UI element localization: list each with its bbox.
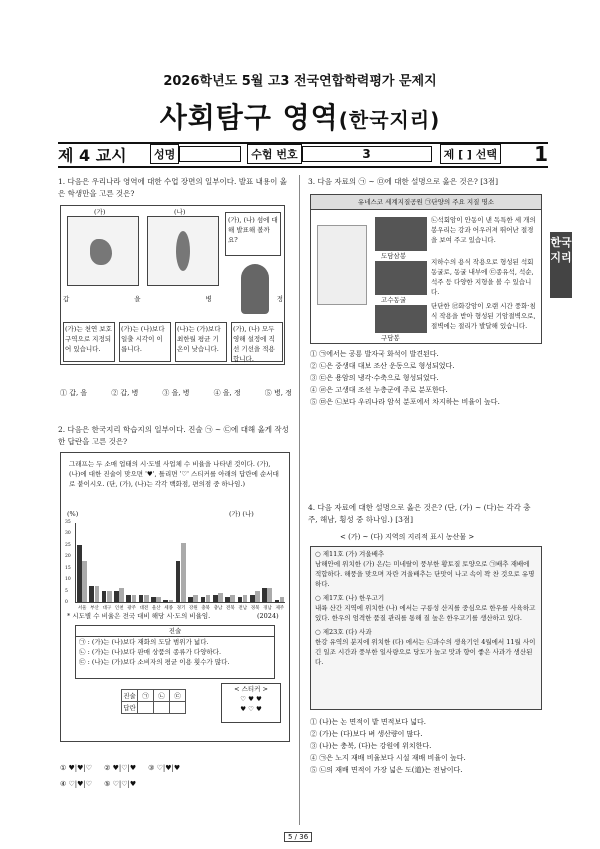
x-tick-label: 경북 (250, 606, 260, 611)
q3-choice-3[interactable]: ③ ㉢은 용암의 냉각·수축으로 형성되었다. (310, 374, 439, 382)
site-photo-2 (375, 261, 427, 295)
q4-choice-1[interactable]: ① (나)는 논 면적이 밭 면적보다 넓다. (310, 718, 426, 726)
x-tick-label: 전북 (226, 606, 235, 611)
q3-choice-5[interactable]: ⑤ ㉤은 ㉡보다 우리나라 암석 분포에서 차지하는 비율이 높다. (310, 398, 500, 406)
exam-num-digit: 3 (362, 147, 371, 161)
statement-2: ㉡ : (가)는 (나)보다 판매 상품의 종류가 다양하다. (79, 648, 222, 656)
answer-label: 진술 (122, 690, 138, 702)
bar-b-8 (181, 543, 186, 602)
student-gap: 갑 (63, 295, 70, 303)
q4-item-3-head: ○ 제23호 (다) 사과 (315, 628, 372, 636)
statements-box (75, 625, 275, 679)
map-b (147, 208, 219, 286)
q1-choice-1[interactable]: ① 갑, 을 (60, 389, 88, 397)
y-tick-label: 25 (65, 542, 71, 548)
q2-choice-4[interactable]: ④ ♡|♥|♡ (60, 780, 93, 788)
answer-table: 진술 ㉠ ㉡ ㉢ 답란 (121, 689, 186, 714)
student-jeong: 정 (276, 295, 283, 303)
q1-choice-2[interactable]: ② 갑, 병 (111, 389, 139, 397)
subject-title: 사회탐구 영역(한국지리) (159, 101, 441, 134)
bar-b-10 (206, 595, 211, 602)
x-tick-label: 서울 (77, 606, 87, 611)
q2-instruction: 그래프는 두 소매 업태의 시·도별 사업체 수 비율을 나타낸 것이다. (가), (나)에 대한 진술이 맞으면 '♥', 틀리면 '♡' 스티커를 아래의 답란에 순서대로 붙이시오. (단, (가), (나)는 각각 백화점, 편의점 중 하나임.) (69, 460, 279, 488)
q1-student-names (63, 294, 283, 304)
bar-b-15 (267, 588, 272, 602)
page-footer: 5 / 36 (284, 832, 312, 842)
site-desc-3: 단단한 ㉣화강암이 오랜 시간 풍화·침식 작용을 받아 형성된 기암절벽으로, 절벽에는 절리가 발달해 있습니다. (431, 302, 536, 330)
q4-choice-4[interactable]: ④ ㉠은 노지 재배 비율보다 시설 재배 비율이 높다. (310, 754, 466, 762)
y-tick-label: 20 (65, 554, 71, 560)
x-tick-label: 경기 (176, 606, 186, 611)
q4-item-2-head: ○ 제17호 (나) 한우고기 (315, 594, 385, 602)
q1-figure (60, 205, 285, 365)
bar-a-15 (262, 588, 267, 602)
header-row (58, 144, 548, 164)
bar-b-13 (243, 595, 248, 602)
remark-4: (가), (나) 모두 영해 설정에 직선 기선을 적용합니다. (231, 322, 283, 362)
q4-choice-5[interactable]: ⑤ ㉡의 재배 면적이 가장 넓은 도(道)는 전남이다. (310, 766, 463, 774)
statement-3: ㉢ : (나)는 (가)보다 소비자의 평균 이용 횟수가 많다. (79, 658, 230, 666)
exam-title: 2026학년도 5월 고3 전국연합학력평가 문제지 (163, 74, 437, 89)
header-divider-bottom (58, 166, 548, 168)
x-tick-label: 부산 (90, 606, 99, 611)
q4-choice-2[interactable]: ② (가)는 (다)보다 벼 생산량이 많다. (310, 730, 423, 738)
bar-a-6 (151, 597, 156, 602)
bar-a-13 (238, 597, 243, 602)
q2-choice-2[interactable]: ② ♥|♡|♥ (104, 764, 137, 772)
q3-choice-4[interactable]: ④ ㉣은 고생대 조선 누층군에 주로 분포한다. (310, 386, 448, 394)
bar-b-6 (156, 597, 161, 602)
q4-item-3 (311, 625, 541, 669)
x-tick-label: 광주 (127, 606, 136, 611)
q4-item-1-body: 남해안에 위치한 (가) 은/는 미네랄이 풍부한 황토질 토양으로 ㉠배추 재배에 적합하다. 해풍을 맞으며 자란 겨울배추는 단맛이 나고 속이 꽉 찬 것으로 유명하다. (315, 560, 535, 588)
site-photo-1 (375, 217, 427, 251)
q4-choices (310, 716, 542, 776)
site-label-2: 고수동굴 (381, 296, 407, 304)
sticker-box: < 스티커 > ♡ ♥ ♥ ♥ ♡ ♥ (221, 683, 281, 723)
bar-a-2 (102, 591, 107, 602)
bar-b-1 (95, 586, 100, 602)
q4-choice-3[interactable]: ③ (나)는 충북, (다)는 강원에 위치한다. (310, 742, 432, 750)
bar-b-0 (82, 561, 87, 602)
bar-b-14 (255, 591, 260, 602)
bar-a-10 (201, 597, 206, 602)
q3-figure (310, 194, 542, 344)
bar-b-7 (169, 600, 174, 602)
q4-item-3-body: 한강 유역의 분지에 위치한 (다) 에서는 ㉡과수의 생육기인 4월에서 11월 사이 긴 일조 시간과 풍부한 일사량으로 당도가 높고 맛과 향이 좋은 사과가 생산된다. (315, 638, 536, 666)
q4-item-2 (311, 591, 541, 625)
y-tick-label: 30 (65, 531, 71, 537)
chart-legend: (가) (나) (229, 510, 254, 518)
name-label: 성명 (150, 144, 179, 164)
y-tick-label: 15 (65, 565, 71, 571)
exam-num-label: 수험 번호 (247, 144, 301, 164)
bar-a-3 (114, 591, 119, 602)
y-tick-label: 35 (65, 520, 71, 525)
q1-choice-4[interactable]: ④ 을, 정 (213, 389, 241, 397)
statements-title: 진술 (76, 626, 274, 637)
bar-a-11 (213, 595, 218, 602)
site-desc-1: ㉡석회암이 안동이 낸 독특한 세 개의 봉우리는 강과 어우러져 뛰어난 절경을 보여 주고 있습니다. (431, 216, 536, 244)
x-tick-label: 경남 (263, 606, 272, 611)
statement-1: ㉠ : (가)는 (나)보다 재화의 도달 범위가 넓다. (79, 638, 209, 646)
q3-choice-2[interactable]: ② ㉡은 중생대 대보 조산 운동으로 형성되었다. (310, 362, 455, 370)
bar-a-5 (139, 595, 144, 602)
period-label: 제 4 교시 (58, 145, 127, 165)
y-unit: (%) (67, 510, 79, 518)
answer-label2: 답란 (122, 702, 138, 714)
x-tick-label: 인천 (114, 606, 124, 611)
x-tick-label: 강원 (188, 606, 198, 611)
name-field[interactable] (179, 146, 241, 162)
q2-stem: 2. 다음은 한국지리 학습지의 일부이다. 진술 ㉠ ~ ㉢에 대해 옳게 작성한 답란을 고른 것은? (58, 425, 289, 446)
q2-choice-3[interactable]: ③ ♡|♥|♥ (148, 764, 181, 772)
bar-b-12 (230, 595, 235, 602)
remark-1: (가)는 천연 보호 구역으로 지정되어 있습니다. (63, 322, 115, 362)
y-tick-label: 5 (65, 588, 68, 594)
chart-source: * 시도별 수 비율은 전국 대비 해당 시·도의 비율임. (67, 612, 211, 620)
bar-b-16 (280, 597, 285, 602)
teacher-bubble: (가), (나) 섬에 대해 발표해 볼까요? (225, 212, 281, 256)
site-photo-3 (375, 305, 427, 333)
bar-a-0 (77, 545, 82, 602)
q3-choice-1[interactable]: ① ㉠에서는 공룡 발자국 화석이 발견된다. (310, 350, 439, 358)
q4-stem: 4. 다음 자료에 대한 설명으로 옳은 것은? (단, (가) ~ (다)는 각각 충주, 해남, 횡성 중 하나임.) [3점] (308, 503, 531, 524)
student-byeong: 병 (205, 295, 212, 303)
column-divider (299, 175, 300, 825)
bar-a-7 (163, 600, 168, 602)
bar-b-2 (107, 591, 112, 602)
bar-b-9 (193, 595, 198, 602)
remark-3: (나)는 (가)보다 최한월 평균 기온이 낮습니다. (175, 322, 227, 362)
q3-box-title: 유네스코 세계지질공원 ㉠단양의 주요 지질 명소 (311, 195, 541, 210)
bar-a-9 (188, 597, 193, 602)
x-tick-label: 충북 (201, 606, 211, 611)
sticker-label: < 스티커 > (234, 685, 268, 693)
y-tick-label: 0 (65, 600, 68, 605)
x-tick-label: 제주 (275, 606, 285, 611)
q4-item-2-body: 내륙 산간 지역에 위치한 (나) 에서는 구릉성 산지를 중심으로 한우를 사육하고 있다. 한우의 엄격한 품질 관리를 통해 질 높은 한우고기를 생산하고 있다. (315, 604, 536, 622)
q3-choices (310, 348, 542, 408)
q1-choice-5[interactable]: ⑤ 병, 정 (264, 389, 292, 397)
q2-choice-5[interactable]: ⑤ ♡|♡|♥ (104, 780, 137, 788)
remark-2: (가)는 (나)보다 일출 시각이 이릅니다. (119, 322, 171, 362)
site-label-3: 구담봉 (381, 334, 400, 342)
q1-choices (60, 388, 292, 398)
bar-a-12 (225, 597, 230, 602)
bar-a-1 (89, 586, 94, 602)
x-tick-label: 대구 (102, 606, 112, 611)
bar-b-5 (144, 595, 149, 602)
bar-a-8 (176, 561, 181, 602)
q4-item-1 (311, 547, 541, 591)
bar-a-4 (126, 595, 131, 602)
x-tick-label: 대전 (139, 606, 149, 611)
bar-b-3 (119, 588, 124, 602)
bar-a-14 (250, 595, 255, 602)
x-tick-label: 울산 (151, 606, 161, 611)
student-eul: 을 (134, 295, 141, 303)
map-a-label: (가) (94, 208, 106, 216)
site-desc-2: 지하수의 용식 작용으로 형성된 석회 동굴로, 동굴 내부에 ㉢종유석, 석순, 석주 등 다양한 지형을 볼 수 있습니다. (431, 258, 534, 296)
q4-item-1-head: ○ 제11호 (가) 겨울배추 (315, 550, 385, 558)
q4-title: < (가) ~ (다) 지역의 지리적 표시 농산물 > (340, 533, 475, 541)
q2-choice-1[interactable]: ① ♥|♥|♡ (60, 764, 93, 772)
q3-stem: 3. 다음 자료의 ㉠ ~ ㉤에 대한 설명으로 옳은 것은? [3점] (308, 177, 499, 186)
teacher-figure (241, 264, 269, 314)
q2-worksheet (60, 452, 290, 742)
x-tick-label: 충남 (213, 606, 223, 611)
q4-box (310, 546, 542, 710)
bar-chart (65, 520, 285, 611)
y-tick-label: 10 (65, 577, 71, 583)
page-number: 1 (534, 142, 548, 166)
q1-stem: 1. 다음은 우리나라 영역에 대한 수업 장면의 일부이다. 발표 내용이 옳은 학생만을 고른 것은? (58, 177, 287, 198)
map-b-label: (나) (174, 208, 186, 216)
q2-choices (60, 764, 290, 788)
x-tick-label: 전남 (238, 606, 248, 611)
exam-num-field[interactable] (302, 146, 432, 162)
map-a (67, 208, 139, 286)
q1-choice-3[interactable]: ③ 을, 병 (162, 389, 190, 397)
select-label: 제 [ ] 선택 (440, 144, 501, 164)
bar-a-16 (275, 600, 280, 602)
site-label-1: 도담삼봉 (381, 252, 407, 260)
subject-side-tag: 한국지리 (550, 232, 572, 298)
x-tick-label: 세종 (164, 606, 173, 611)
bar-b-11 (218, 593, 223, 602)
bar-b-4 (132, 595, 137, 602)
chart-year: (2024) (257, 612, 279, 620)
q3-map (317, 225, 367, 305)
